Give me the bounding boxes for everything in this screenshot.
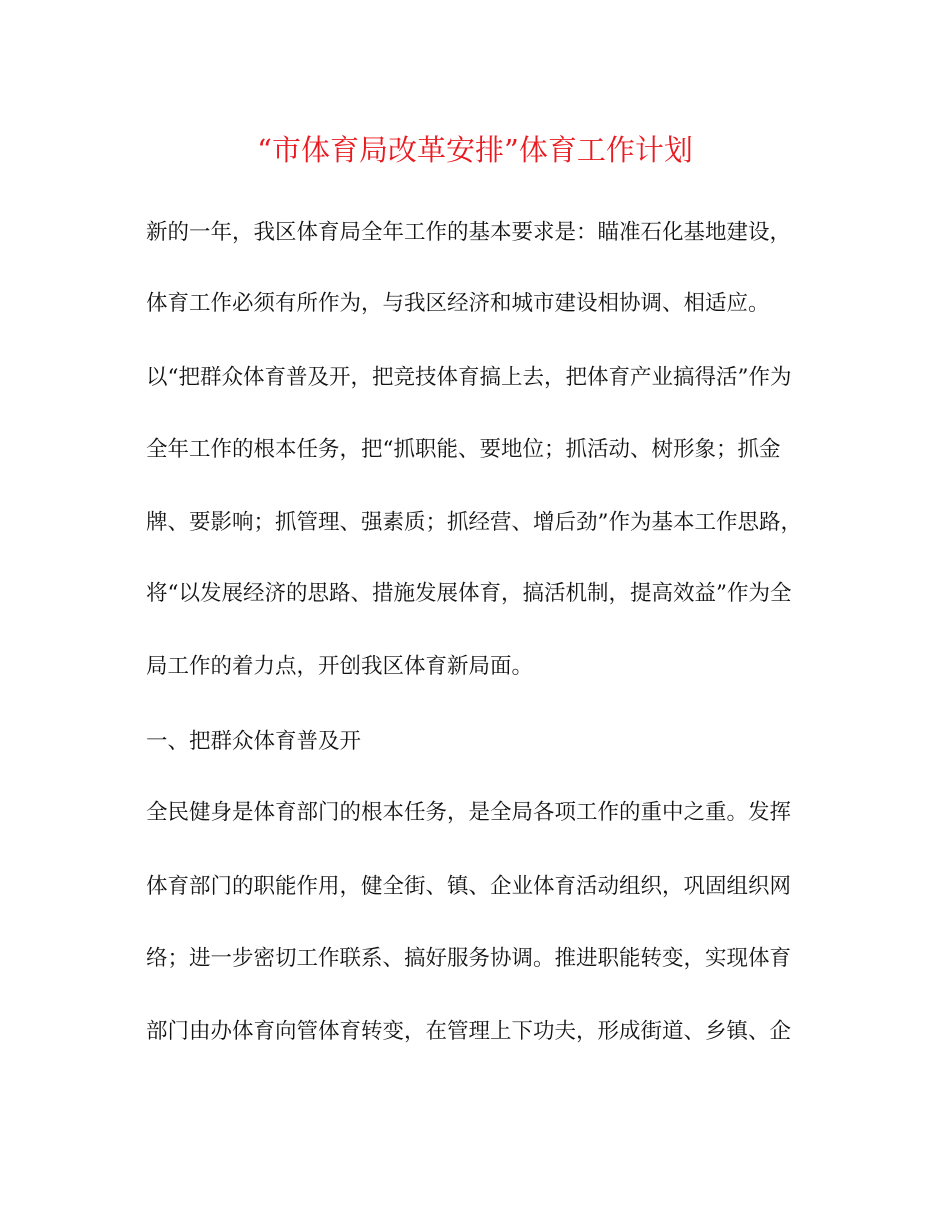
section-heading: 一、把群众体育普及开 [146, 729, 362, 754]
body-text-line: 络；进一步密切工作联系、搞好服务协调。推进职能转变，实现体育 [146, 946, 792, 971]
body-text-line: 局工作的着力点，开创我区体育新局面。 [146, 654, 534, 679]
body-text-line: 体育部门的职能作用，健全街、镇、企业体育活动组织，巩固组织网 [146, 874, 792, 899]
body-text-line: 部门由办体育向管体育转变，在管理上下功夫，形成街道、乡镇、企 [146, 1019, 792, 1044]
document-title: “市体育局改革安排”体育工作计划 [257, 133, 693, 167]
body-text-line: 牌、要影响；抓管理、强素质；抓经营、增后劲”作为基本工作思路， [146, 510, 802, 535]
body-text-line: 以“把群众体育普及开，把竞技体育搞上去，把体育产业搞得活”作为 [146, 365, 792, 390]
body-text-line: 全民健身是体育部门的根本任务，是全局各项工作的重中之重。发挥 [146, 800, 792, 825]
body-text-line: 体育工作必须有所作为，与我区经济和城市建设相协调、相适应。 [146, 291, 770, 316]
body-text-line: 全年工作的根本任务，把“抓职能、要地位；抓活动、树形象；抓金 [146, 437, 781, 462]
body-text-line: 将“以发展经济的思路、措施发展体育，搞活机制，提高效益”作为全 [146, 581, 792, 606]
body-text-line: 新的一年，我区体育局全年工作的基本要求是：瞄准石化基地建设， [146, 220, 792, 245]
